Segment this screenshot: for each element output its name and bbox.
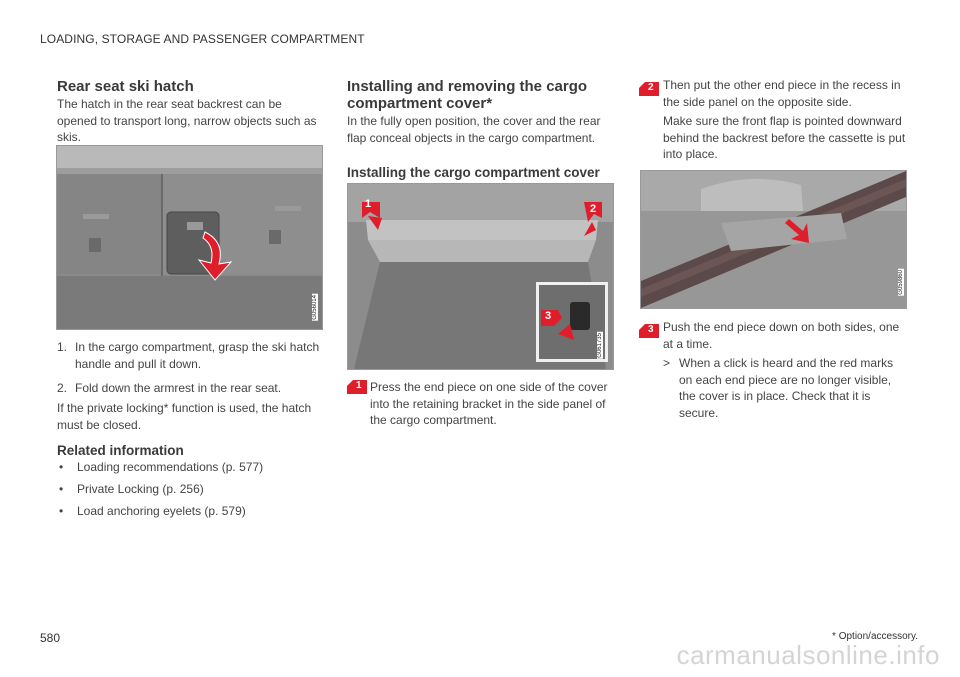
cargo-cover-figure: [347, 183, 614, 370]
step-1-icon: 1: [347, 380, 367, 399]
private-locking-note: If the private locking* function is used, the hatch must be closed.: [57, 401, 312, 432]
step-2-note: Make sure the front flap is pointed downward behind the backrest before the cassette is put into place.: [663, 114, 906, 161]
step-2-text: Then put the other end piece in the recess in the side panel on the opposite side.: [663, 78, 901, 109]
step-1-text: Press the end piece on one side of the cover into the retaining bracket in the side panel of the cargo compartment.: [370, 380, 608, 427]
watermark: carmanualsonline.info: [676, 640, 940, 670]
section-heading-cargo-cover: Installing and removing the cargo compartment cover*: [347, 78, 588, 112]
result-marker: >: [663, 356, 671, 370]
subheading-install-cover: Installing the cargo compartment cover: [347, 165, 600, 180]
ski-hatch-figure: [56, 145, 323, 330]
callout-3: 3: [545, 310, 552, 322]
list-item: 1. In the cargo compartment, grasp the ski hatch handle and pull it down.: [57, 340, 320, 371]
callout-2: 2: [590, 203, 597, 215]
related-link[interactable]: • Load anchoring eyelets (p. 579): [57, 504, 322, 518]
related-link[interactable]: • Private Locking (p. 256): [57, 482, 322, 496]
page-header: LOADING, STORAGE AND PASSENGER COMPARTMENT: [40, 32, 365, 46]
figure-code: G059860: [898, 270, 904, 295]
section-heading-ski-hatch: Rear seat ski hatch: [57, 78, 194, 95]
page-number: 580: [40, 631, 61, 645]
step-3-icon: 3: [639, 324, 659, 343]
figure-code: G056014: [312, 295, 318, 320]
list-item: 2. Fold down the armrest in the rear seat.: [57, 381, 282, 395]
callout-1: 1: [365, 198, 372, 210]
related-link[interactable]: • Loading recommendations (p. 577): [57, 460, 322, 474]
related-info-heading: Related information: [57, 443, 184, 458]
step-2-icon: 2: [639, 82, 659, 101]
figure-code: G061735: [597, 333, 603, 358]
ski-hatch-intro: The hatch in the rear seat backrest can be opened to transport long, narrow objects such as skis.: [57, 97, 317, 144]
ski-hatch-steps: [57, 339, 322, 405]
end-piece-figure: [640, 170, 907, 309]
related-info-list: [57, 460, 322, 526]
step-3-text: Push the end piece down on both sides, one at a time.: [663, 320, 900, 351]
footnote: * Option/accessory.: [832, 631, 918, 642]
step-3-result: When a click is heard and the red marks on each end piece are no longer visible, the cover is in place. Check that it is secure.: [679, 356, 894, 420]
cargo-cover-intro: In the fully open position, the cover and the rear flap conceal objects in the cargo compartment.: [347, 114, 601, 145]
